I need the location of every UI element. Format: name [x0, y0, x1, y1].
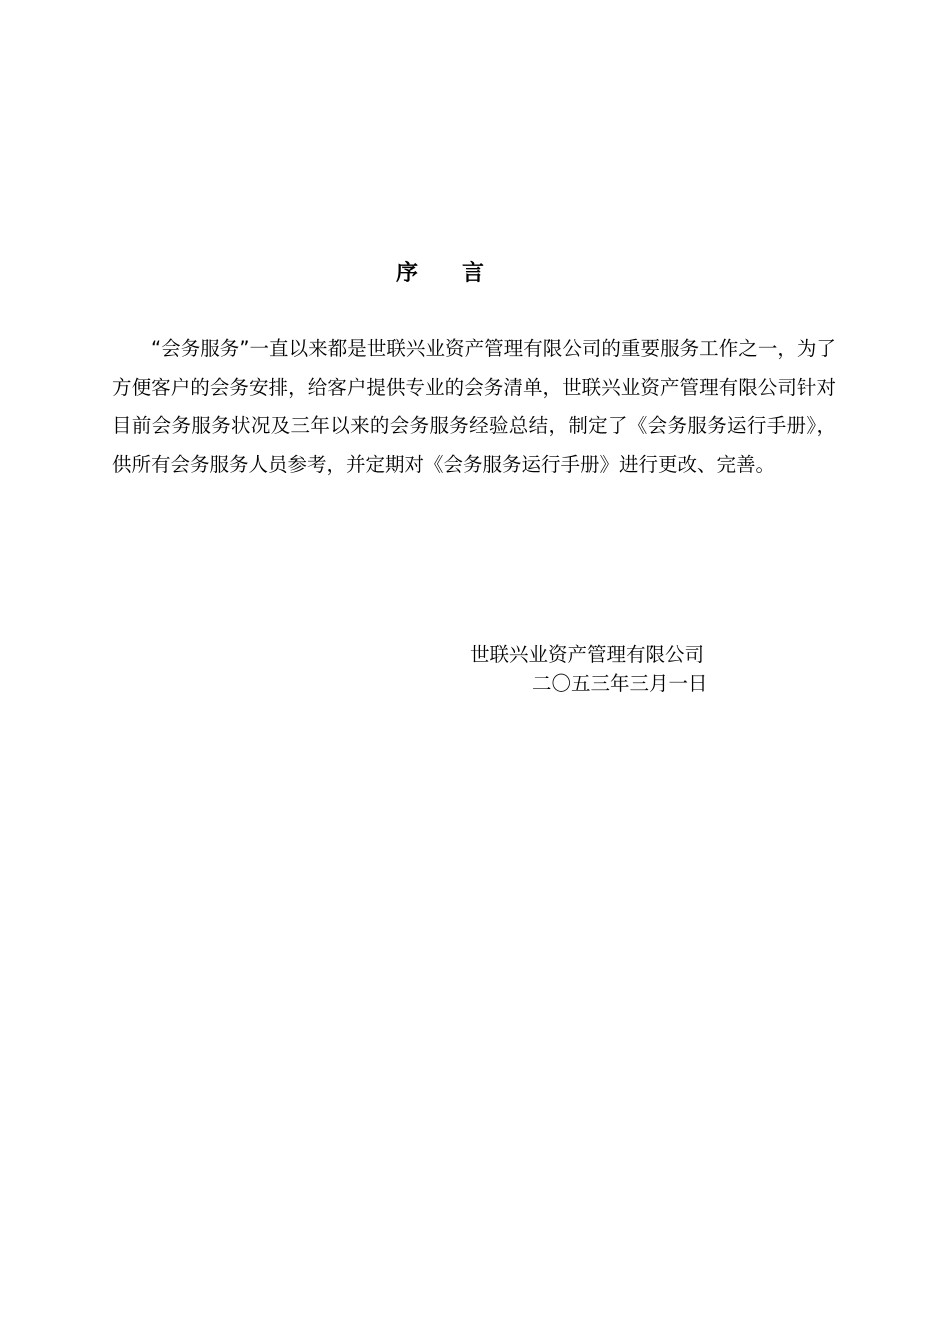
signature-block: [470, 640, 750, 698]
title-char-2: 言: [462, 261, 485, 286]
title-char-1: 序: [395, 261, 418, 286]
preface-paragraph: “会务服务”一直以来都是世联兴业资产管理有限公司的重要服务工作之一，为了方便客户的会务安排，给客户提供专业的会务清单，世联兴业资产管理有限公司针对目前会务服务状况及三年以来的会务服务经验总结，制定了《会务服务运行手册》，供所有会务服务人员参考，并定期对《会务服务运行手册》进行更改、完善。: [112, 337, 836, 476]
signature-organization: 世联兴业资产管理有限公司: [470, 643, 705, 666]
signature-date: 二〇五三年三月一日: [532, 672, 708, 695]
page-title: [0, 258, 880, 290]
